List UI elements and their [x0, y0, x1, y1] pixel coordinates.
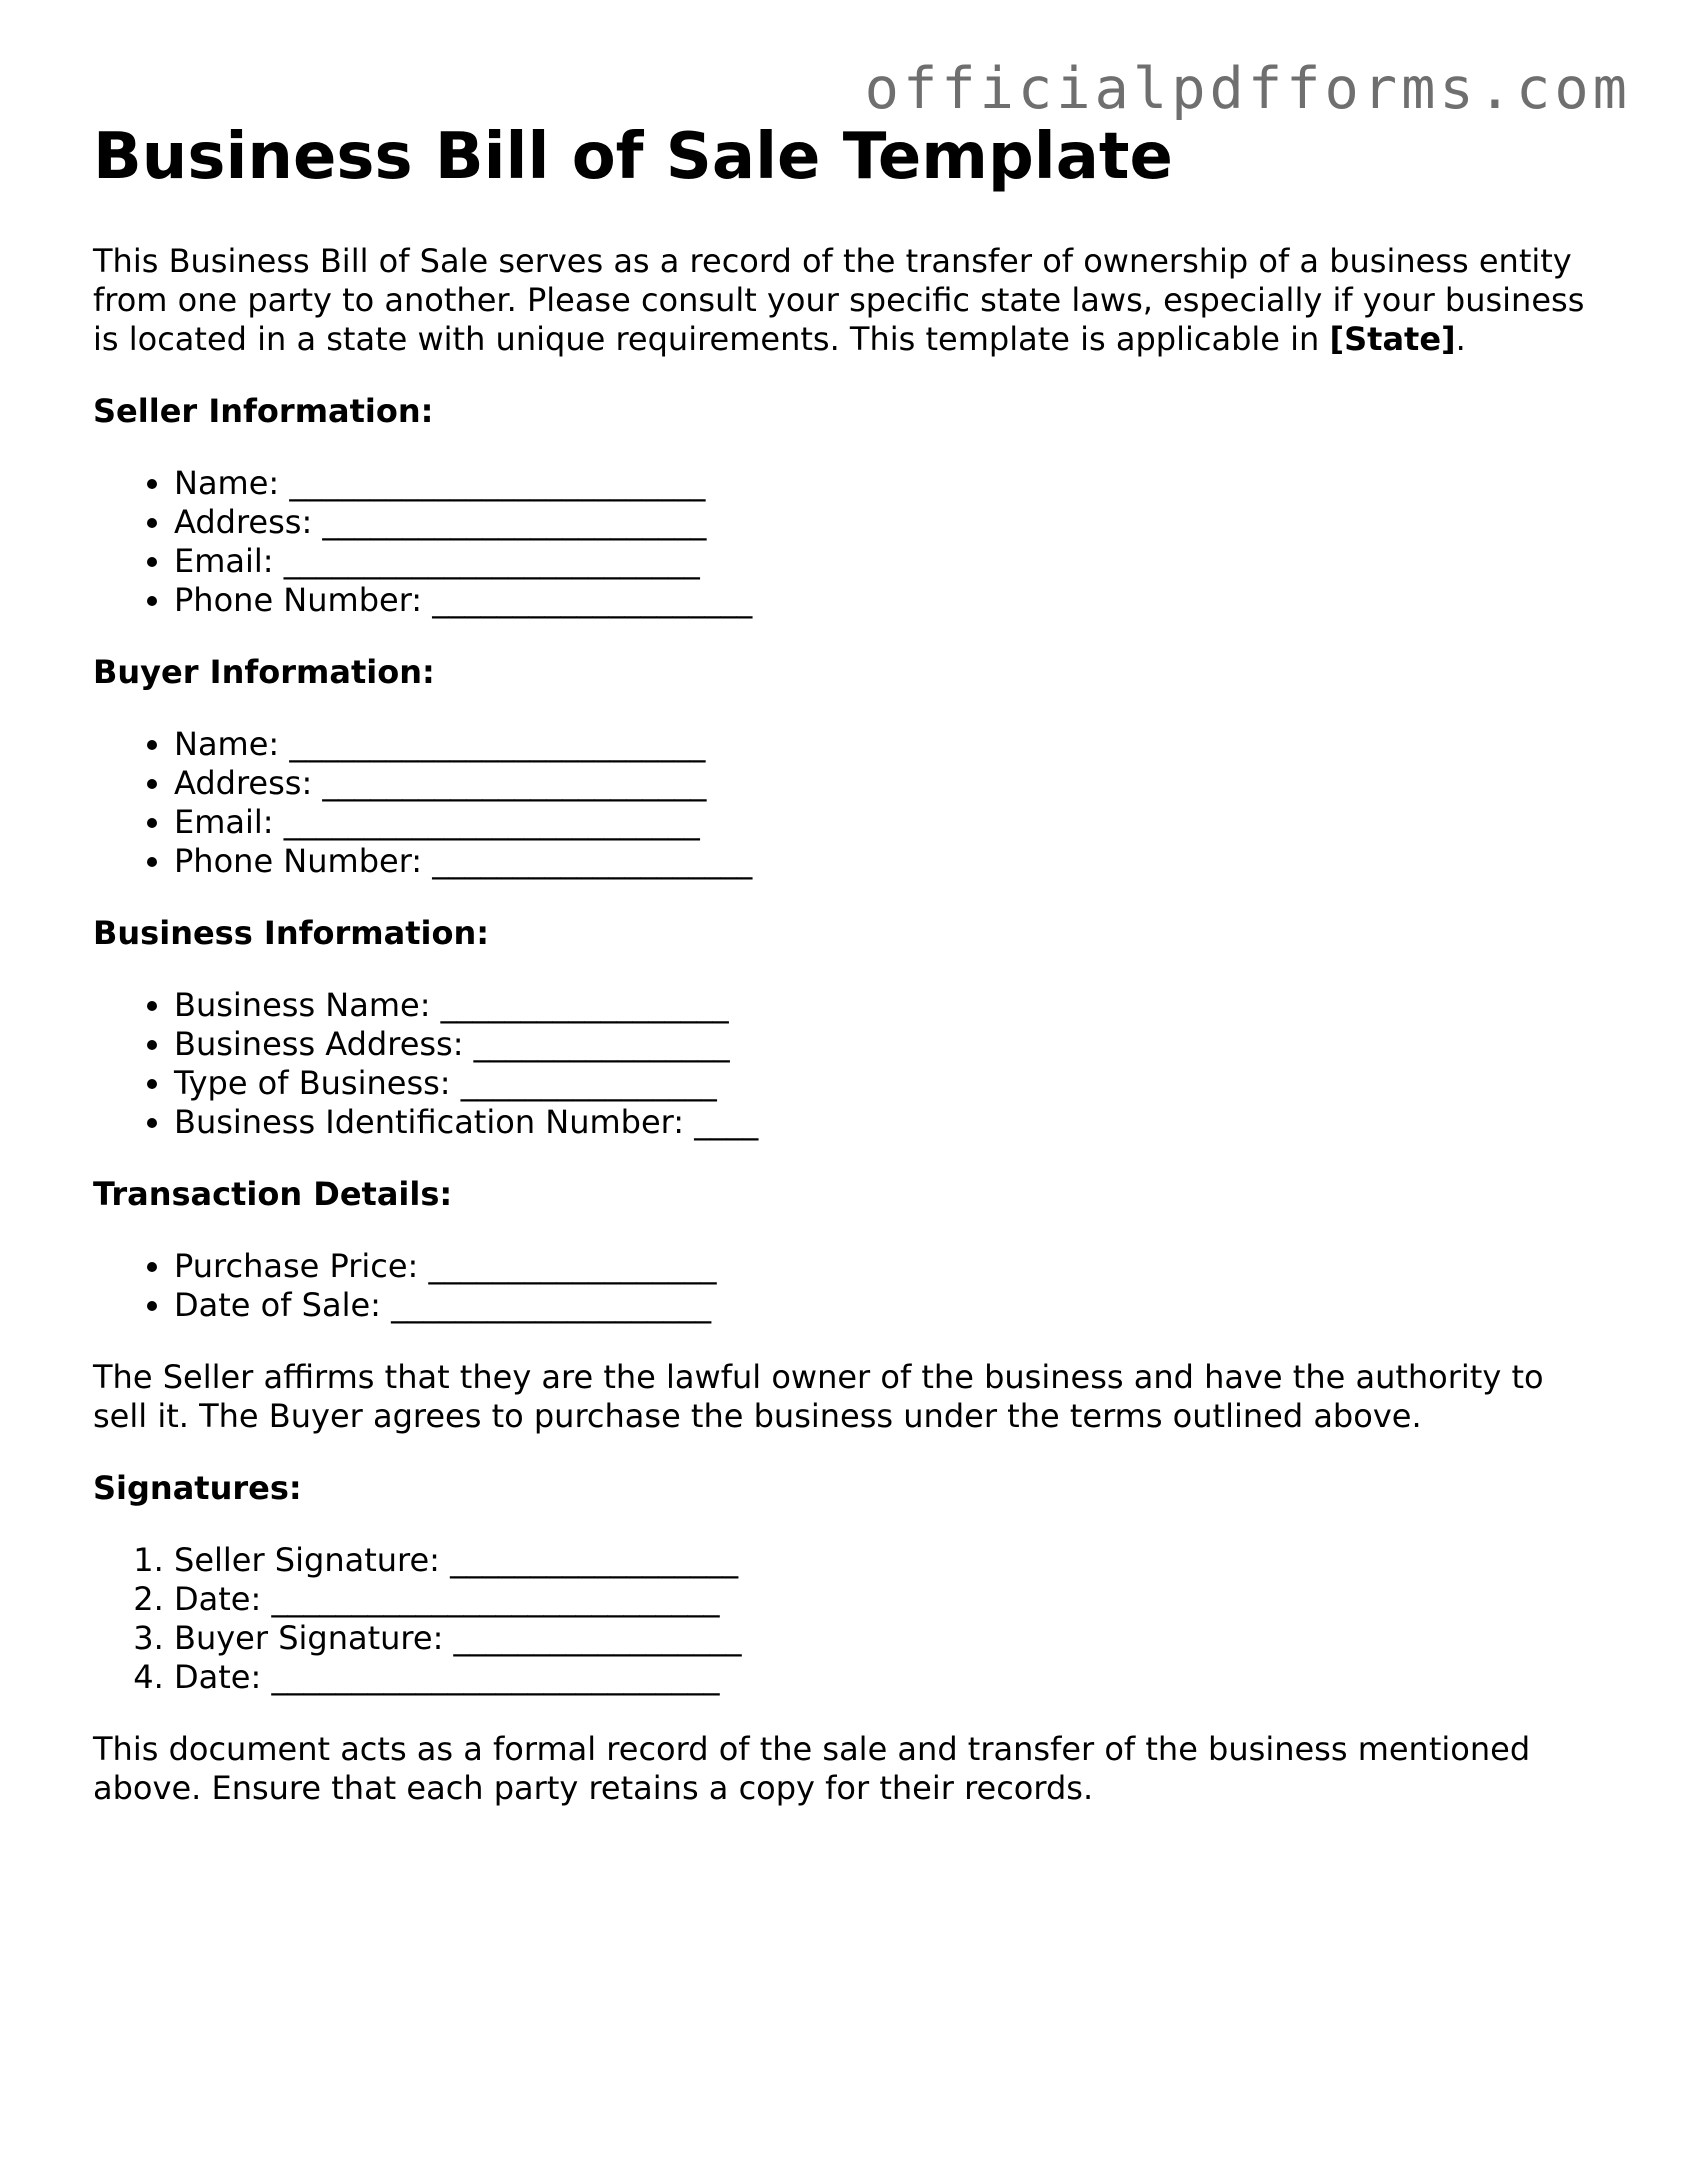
state-placeholder: [State] [1329, 320, 1456, 358]
buyer-heading: Buyer Information: [93, 653, 435, 691]
business-list [93, 986, 1603, 1142]
seller-heading: Seller Information: [93, 392, 434, 430]
buyer-name-field: • Name: __________________________ [174, 725, 1603, 764]
seller-address-field: • Address: ________________________ [174, 503, 1603, 542]
signatures-heading: Signatures: [93, 1469, 302, 1507]
transaction-heading: Transaction Details: [93, 1175, 453, 1213]
watermark: officialpdfforms.com [864, 56, 1631, 122]
date-of-sale-field: • Date of Sale: ____________________ [174, 1286, 1603, 1325]
intro-text: This Business Bill of Sale serves as a record of the transfer of ownership of a business entity from one party to another. Please consult your specific state laws, especially if your business is located in a state with unique requirements. This template is applicable in [93, 242, 1585, 358]
transaction-list [93, 1247, 1603, 1325]
seller-list [93, 464, 1603, 620]
affirmation-paragraph: The Seller affirms that they are the lawful owner of the business and have the authority to sell it. The Buyer agrees to purchase the business under the terms outlined above. [93, 1358, 1544, 1435]
business-type-field: • Type of Business: ________________ [174, 1064, 1603, 1103]
business-name-field: • Business Name: __________________ [174, 986, 1603, 1025]
document-title: Business Bill of Sale Template [93, 120, 1173, 194]
business-heading: Business Information: [93, 914, 490, 952]
buyer-date-field: 4. Date: ____________________________ [174, 1658, 1603, 1697]
business-id-field: • Business Identification Number: ____ [174, 1103, 1603, 1142]
signatures-list [93, 1541, 1603, 1697]
seller-phone-field: • Phone Number: ____________________ [174, 581, 1603, 620]
purchase-price-field: • Purchase Price: __________________ [174, 1247, 1603, 1286]
seller-date-field: 2. Date: ____________________________ [174, 1580, 1603, 1619]
buyer-list [93, 725, 1603, 881]
intro-paragraph [93, 242, 1603, 359]
buyer-signature-field: 3. Buyer Signature: __________________ [174, 1619, 1603, 1658]
seller-signature-field: 1. Seller Signature: __________________ [174, 1541, 1603, 1580]
intro-end: . [1455, 320, 1466, 358]
buyer-address-field: • Address: ________________________ [174, 764, 1603, 803]
buyer-email-field: • Email: __________________________ [174, 803, 1603, 842]
closing-paragraph: This document acts as a formal record of the sale and transfer of the business mentioned above. Ensure that each party retains a copy for their records. [93, 1730, 1531, 1807]
seller-name-field: • Name: __________________________ [174, 464, 1603, 503]
document-body [93, 116, 1603, 1841]
buyer-phone-field: • Phone Number: ____________________ [174, 842, 1603, 881]
seller-email-field: • Email: __________________________ [174, 542, 1603, 581]
business-address-field: • Business Address: ________________ [174, 1025, 1603, 1064]
